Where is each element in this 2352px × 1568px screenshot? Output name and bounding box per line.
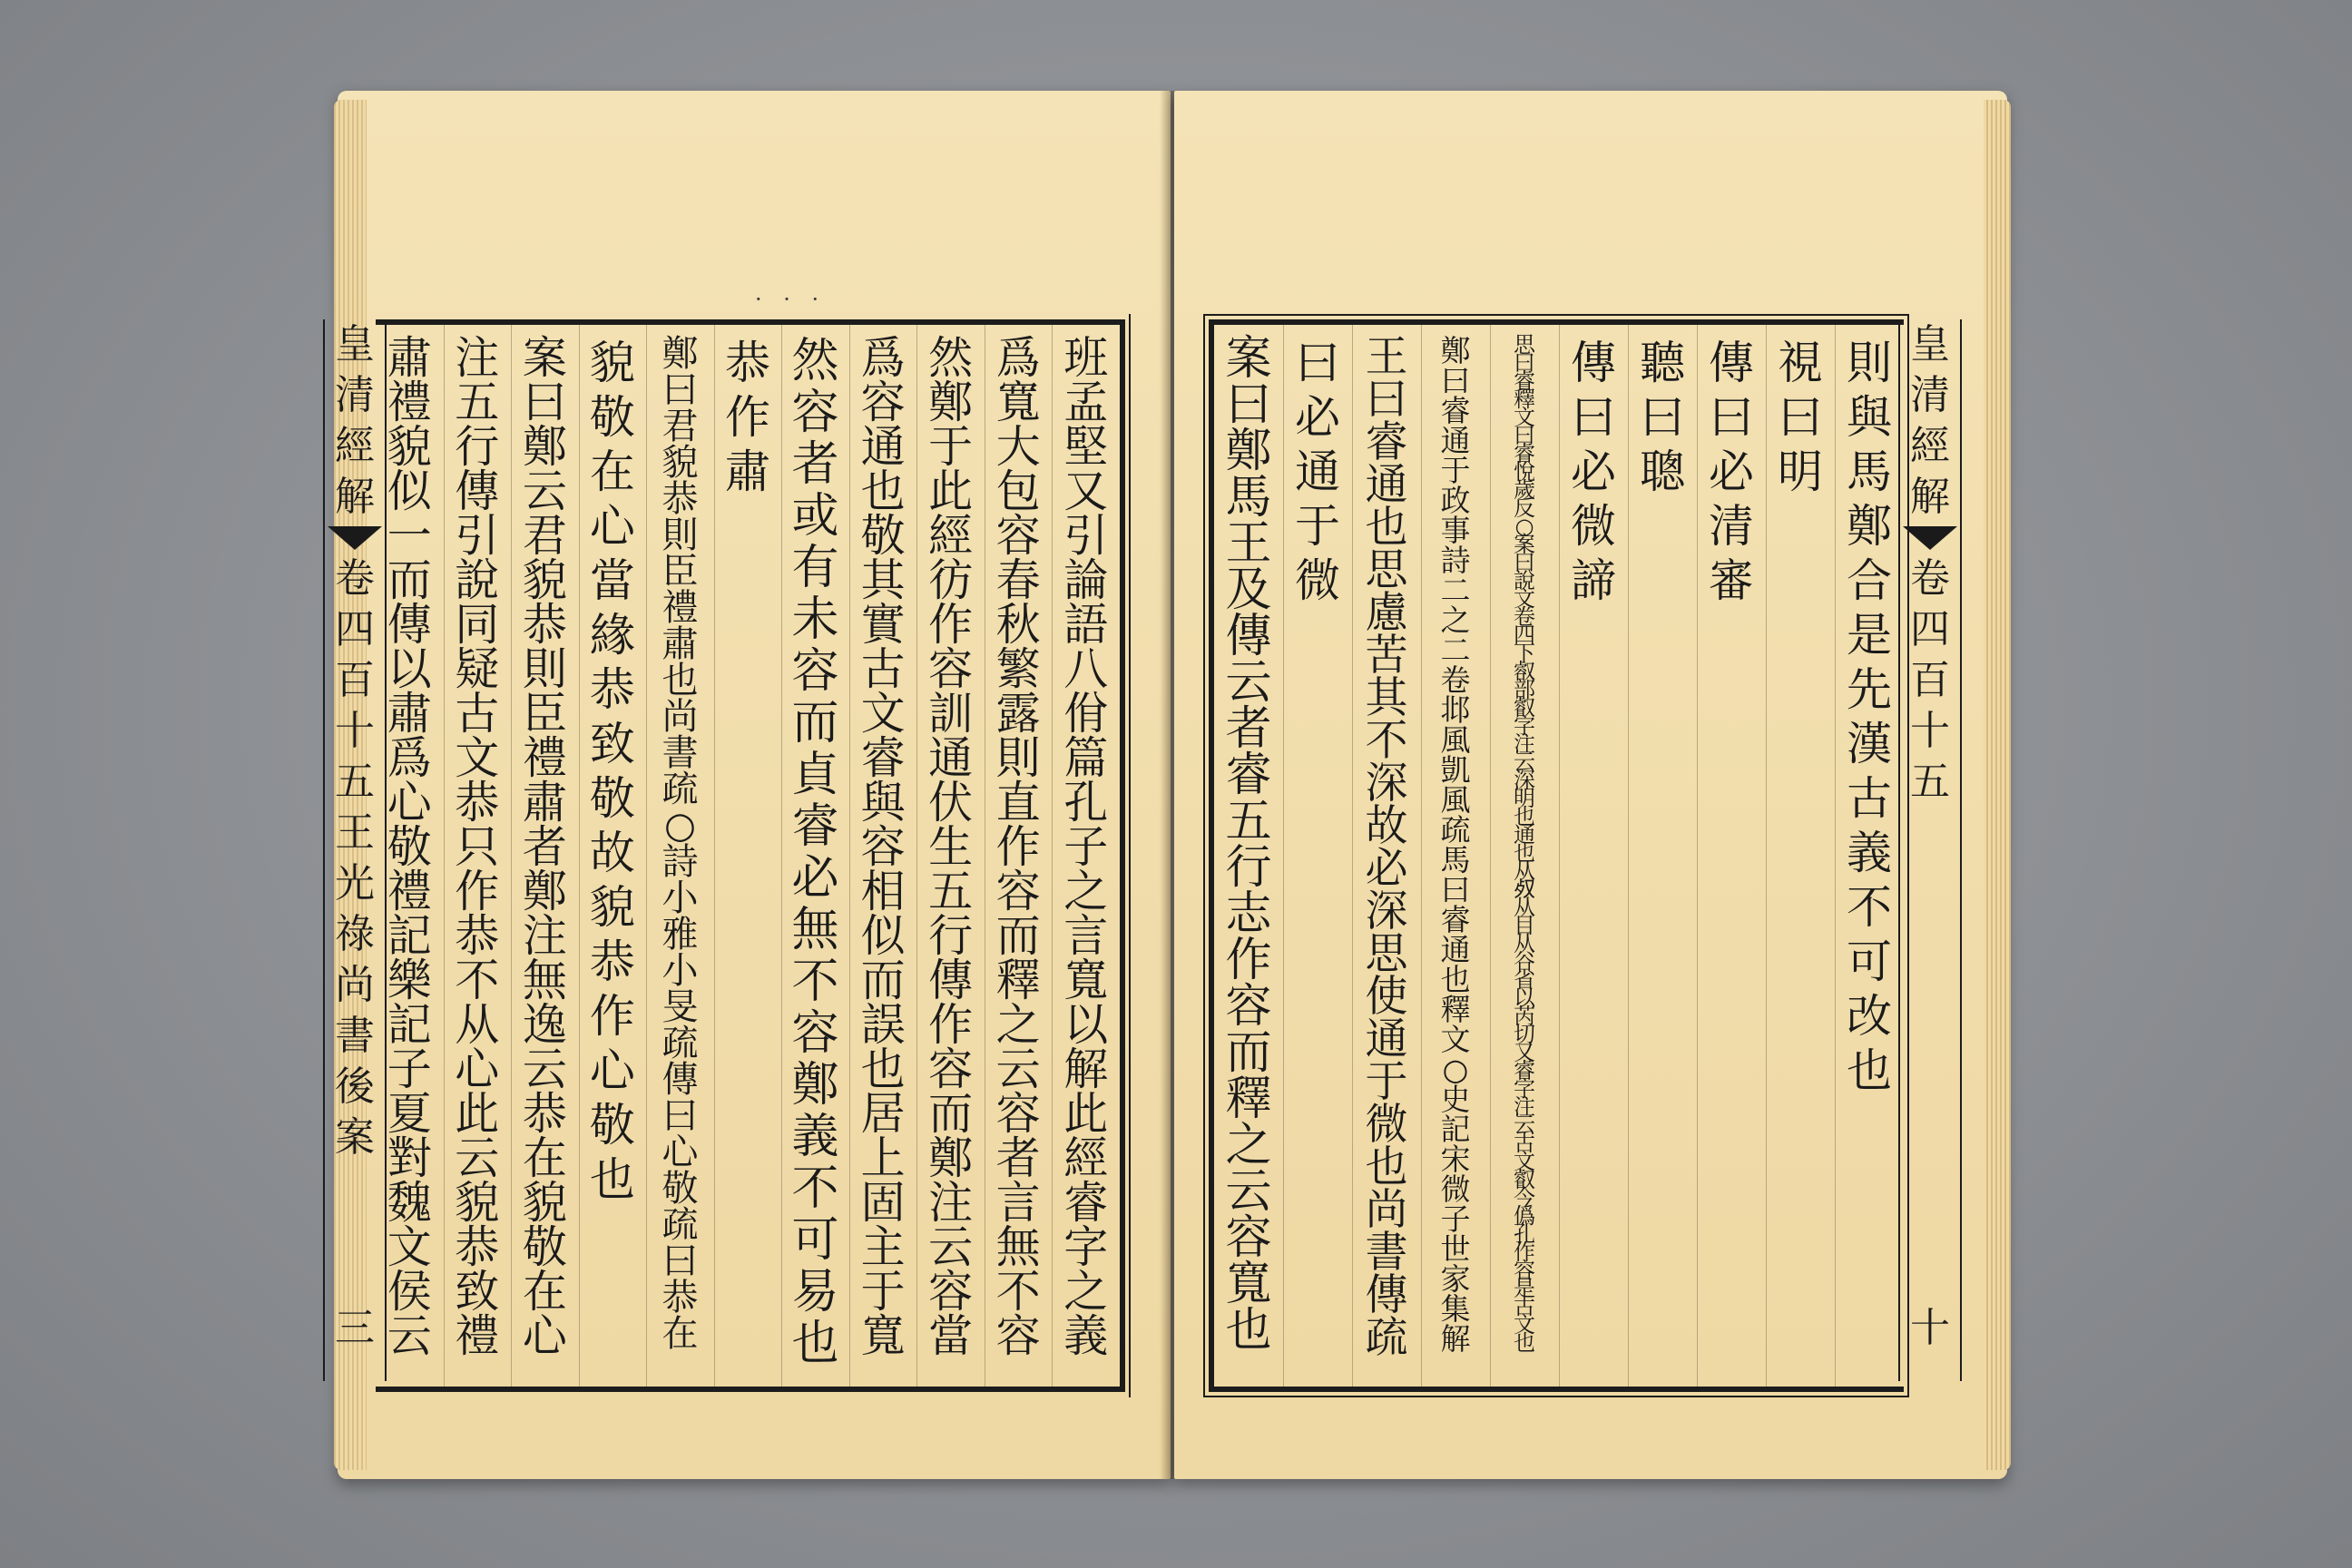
right-column-rule xyxy=(1421,325,1422,1387)
left-column-4: 爲 容 通 也 敬 其 實 古 文 睿 與 容 相 似 而 誤 也 居 上 固 主 于 寬 xyxy=(860,332,906,1362)
left-spine-volume: 卷 四 百 十 五 xyxy=(335,555,375,805)
left-column-rule xyxy=(646,325,647,1387)
left-column-rule xyxy=(1052,325,1053,1387)
right-page-number: 十 xyxy=(1910,1305,1950,1351)
right-column-8: 王 曰 睿 通 也 思 慮 苦 其 不 深 故 必 深 思 使 通 于 微 也 尚 書 傳 疏 xyxy=(1365,332,1408,1363)
left-page-frame xyxy=(376,319,1125,1392)
right-column-rule xyxy=(1283,325,1284,1387)
right-column-9: 曰 必 通 于 微 xyxy=(1295,337,1340,607)
left-page-number: 三 xyxy=(335,1305,375,1351)
left-column-10: 注 五 行 傳 引 說 同 疑 古 文 恭 只 作 恭 不 从 心 此 云 貌 恭 致 禮 xyxy=(455,332,500,1362)
right-page-frame xyxy=(1209,319,1904,1392)
left-spine-title: 皇 清 經 解 xyxy=(335,321,375,520)
left-column-rule xyxy=(511,325,512,1387)
left-page xyxy=(335,91,1171,1479)
right-column-10: 案 曰 鄭 馬 王 及 傳 云 者 睿 五 行 志 作 容 而 釋 之 云 容 寬 也 xyxy=(1225,332,1272,1357)
right-spine-title: 皇 清 經 解 xyxy=(1910,321,1950,520)
right-column-5: 傳 曰 必 微 諦 xyxy=(1571,337,1616,607)
right-column-rule xyxy=(1559,325,1560,1387)
right-spine-box xyxy=(1898,319,1962,1381)
open-book xyxy=(335,91,2007,1479)
right-column-6: 思 曰 睿 釋 文 曰 睿 悅 歲 反 ○ 案 曰 說 文 卷 四 下 㕡 部 叡 字 注 云 深 明 也 通 也 从 𣦼 从 目 从 谷 省 以 芮 切 又 睿 字 注 云 古 文 叡 今 僞 孔 作 容 是 古 文 也 xyxy=(1514,332,1535,1356)
right-column-rule xyxy=(1352,325,1353,1387)
left-column-rule xyxy=(579,325,580,1387)
fishtail-mark xyxy=(1903,526,1957,550)
right-spine-volume: 卷 四 百 十 五 xyxy=(1910,555,1950,805)
right-column-3: 傳 曰 必 清 審 xyxy=(1709,337,1754,607)
right-column-rule xyxy=(1766,325,1767,1387)
right-column-rule xyxy=(1490,325,1491,1387)
left-column-rule xyxy=(714,325,715,1387)
left-column-11: 肅 禮 貌 似 一 而 傳 以 肅 爲 心 敬 禮 記 樂 記 子 夏 對 魏 文 侯 云 xyxy=(387,332,432,1362)
right-column-rule xyxy=(1697,325,1698,1387)
left-column-9: 案 曰 鄭 云 君 貌 恭 則 臣 禮 肅 者 鄭 注 無 逸 云 恭 在 貌 敬 在 心 xyxy=(522,332,567,1362)
right-column-7: 鄭 曰 睿 通 于 政 事 詩 二 之 二 卷 邶 風 凱 風 疏 馬 曰 睿 通 也 釋 文 ○ 史 記 宋 微 子 世 家 集 解 xyxy=(1440,333,1471,1357)
right-page xyxy=(1174,91,2007,1479)
right-spine-text xyxy=(1900,319,1960,1381)
right-column-rule xyxy=(1835,325,1836,1387)
right-column-rule xyxy=(1628,325,1629,1387)
left-column-8: 貌 敬 在 心 當 緣 恭 致 敬 故 貌 恭 作 心 敬 也 xyxy=(589,337,635,1206)
left-column-1: 班 孟 堅 又 引 論 語 八 佾 篇 孔 子 之 言 寬 以 解 此 經 睿 字 之 義 xyxy=(1063,332,1109,1362)
left-spine-author-work: 王 光 祿 尚 書 後 案 xyxy=(335,809,375,1161)
left-column-rule xyxy=(849,325,850,1387)
left-column-rule xyxy=(444,325,445,1387)
left-column-2: 爲 寬 大 包 容 春 秋 繁 露 則 直 作 容 而 釋 之 云 容 者 言 無 不 容 xyxy=(995,332,1041,1362)
right-page-edge xyxy=(1984,100,2011,1470)
left-column-7: 鄭 曰 君 貌 恭 則 臣 禮 肅 也 尚 書 疏 ○ 詩 小 雅 小 旻 疏 傳 曰 心 敬 疏 曰 恭 在 xyxy=(662,333,699,1355)
left-spine-box xyxy=(323,319,387,1381)
right-column-1: 則 與 馬 鄭 合 是 先 漢 古 義 不 可 改 也 xyxy=(1847,337,1892,1097)
top-specks: · · · xyxy=(755,287,827,312)
left-spine-text xyxy=(325,319,385,1381)
left-column-rule xyxy=(781,325,782,1387)
right-column-2: 視 曰 明 xyxy=(1778,337,1823,498)
left-column-3: 然 鄭 于 此 經 彷 作 容 訓 通 伏 生 五 行 傳 作 容 而 鄭 注 云 容 當 xyxy=(928,332,974,1362)
right-column-4: 聽 曰 聰 xyxy=(1640,337,1685,498)
fishtail-mark xyxy=(328,526,382,550)
left-column-rule xyxy=(916,325,917,1387)
left-column-5: 然 容 者 或 有 未 容 而 貞 睿 必 無 不 容 鄭 義 不 可 易 也 xyxy=(791,334,839,1371)
left-column-6: 恭 作 肅 xyxy=(725,337,770,498)
